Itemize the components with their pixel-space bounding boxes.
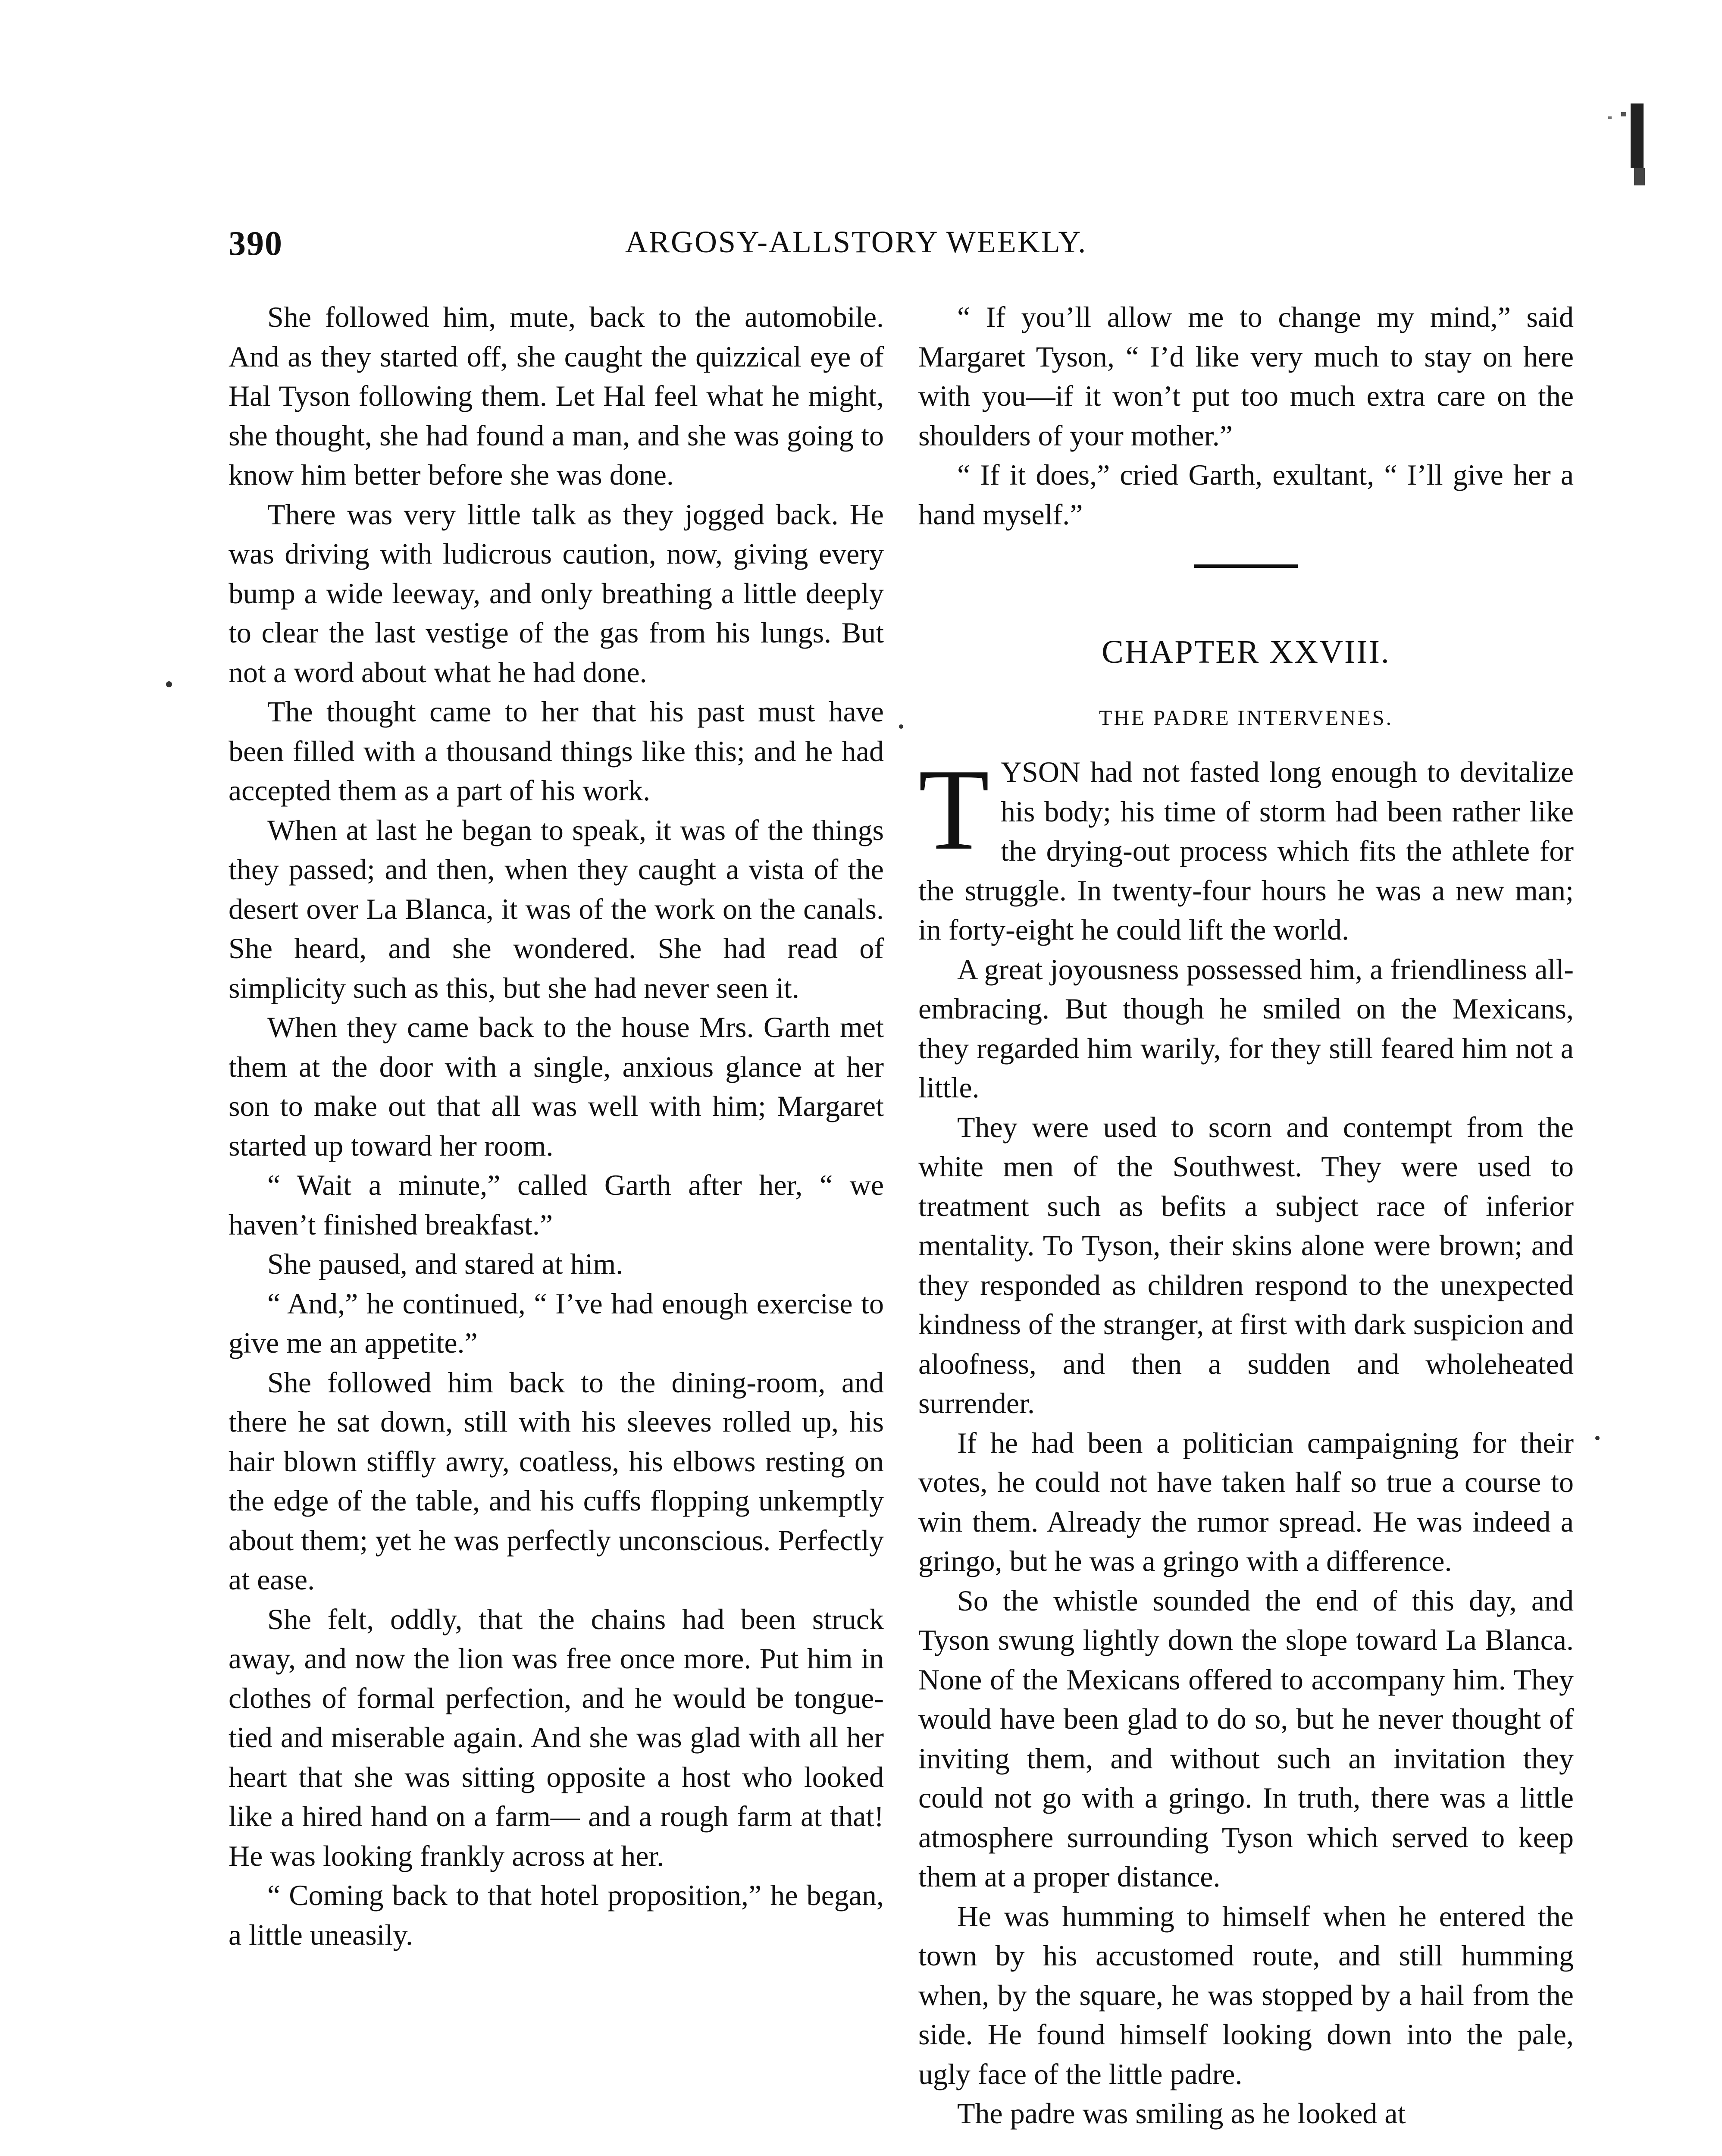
paragraph: There was very little talk as they jogged back. He was driving with ludicrous caution, now, giving every bump a wide leeway, and only breathing a little deeply to clear the last vestige of the gas from his lungs. But not a word about what he had done.	[229, 498, 884, 689]
drop-cap: T	[918, 745, 989, 874]
paragraph: “ And,” he continued, “ I’ve had enough exercise to give me an appetite.”	[229, 1287, 884, 1359]
paragraph: “ If it does,” cried Garth, exultant, “ I’ll give her a hand myself.”	[918, 458, 1574, 531]
paragraph: She followed him back to the dining-room, and there he sat down, still with his sleeves rolled up, his hair blown stiffly awry, coatless, his elbows resting on the edge of the table, and his cuffs flopping unkemptly about them; yet he was perfectly unconscious. Perfectly at ease.	[229, 1366, 884, 1596]
scan-corner-mark	[1604, 103, 1656, 190]
paragraph: A great joyousness possessed him, a friendliness all-embracing. But though he smiled on the Mexicans, they regarded him warily, for they still feared him not a little.	[918, 953, 1574, 1104]
paragraph: She followed him, mute, back to the automobile. And as they started off, she caught the quizzical eye of Hal Tyson following them. Let Hal feel what he might, she thought, she had found a man, and she was going to know him better before she was done.	[229, 301, 884, 491]
chapter-subtitle: THE PADRE INTERVENES.	[1099, 705, 1393, 730]
paragraph: The padre was smiling as he looked at	[957, 2097, 1406, 2130]
paragraph: “ Wait a minute,” called Garth after her, “ we haven’t finished breakfast.”	[229, 1169, 884, 1241]
paragraph: “ Coming back to that hotel proposition,” he began, a little uneasily.	[229, 1879, 884, 1951]
paragraph: If he had been a politician campaigning for their votes, he could not have taken half so true a course to win them. Already the rumor spread. He was indeed a gringo, but he was a gringo with a difference.	[918, 1426, 1574, 1577]
scan-speck	[166, 681, 172, 687]
paragraph: So the whistle sounded the end of this day, and Tyson swung lightly down the slope toward La Blanca. None of the Mexicans offered to accompany him. They would have been glad to do so, but he never thought of inviting them, and without such an invitation they could not go with a gringo. In truth, there was a little atmosphere surrounding Tyson which served to keep them at a proper distance.	[918, 1584, 1574, 1893]
running-title: ARGOSY-ALLSTORY WEEKLY.	[625, 225, 1087, 259]
scan-speck	[899, 724, 903, 729]
page-number: 390	[229, 225, 283, 263]
right-column	[918, 298, 1574, 2134]
paragraph: The thought came to her that his past must have been filled with a thousand things like this; and he had accepted them as a part of his work.	[229, 695, 884, 807]
paragraph: He was humming to himself when he entered the town by his accustomed route, and still humming when, by the square, he was stopped by a hail from the side. He found himself looking down into the pale, ugly face of the little padre.	[918, 1899, 1574, 2090]
paragraph: “ If you’ll allow me to change my mind,” said Margaret Tyson, “ I’d like very much to stay on here with you—if it won’t put too much extra care on the shoulders of your mother.”	[918, 301, 1574, 452]
paragraph: They were used to scorn and contempt from the white men of the Southwest. They were used to treatment such as befits a subject race of inferior mentality. To Tyson, their skins alone were brown; and they responded as children respond to the unexpected kindness of the stranger, at first with dark suspicion and aloofness, and then a sudden and wholeheated surrender.	[918, 1110, 1574, 1420]
paragraph: She paused, and stared at him.	[267, 1247, 623, 1280]
paragraph: When at last he began to speak, it was of the things they passed; and then, when they caught a vista of the desert over La Blanca, it was of the work on the canals. She heard, and she wondered. She had read of simplicity such as this, but she had never seen it.	[229, 813, 884, 1004]
chapter-opening-paragraph	[918, 745, 1574, 950]
paragraph: She felt, oddly, that the chains had been struck away, and now the lion was free once more. Put him in clothes of formal perfection, and he would be tongue-tied and miserable again. And she was glad with all her heart that she was sitting opposite a host who looked like a hired hand on a farm— and a rough farm at that! He was looking frankly across at her.	[229, 1602, 884, 1872]
section-divider	[1194, 564, 1298, 568]
page-header	[229, 224, 1177, 276]
paragraph: When they came back to the house Mrs. Garth met them at the door with a single, anxious glance at her son to make out that all was well with him; Margaret started up toward her room.	[229, 1011, 884, 1162]
opening-text: YSON had not fasted long enough to devitalize his body; his time of storm had been rather like the drying-out process which fits the athlete for the struggle. In twenty-four hours he was a new man; in forty-eight he could lift the world.	[918, 755, 1574, 946]
chapter-title: CHAPTER XXVIII.	[1102, 634, 1390, 670]
left-column	[229, 298, 884, 1955]
scan-speck	[1595, 1436, 1600, 1440]
